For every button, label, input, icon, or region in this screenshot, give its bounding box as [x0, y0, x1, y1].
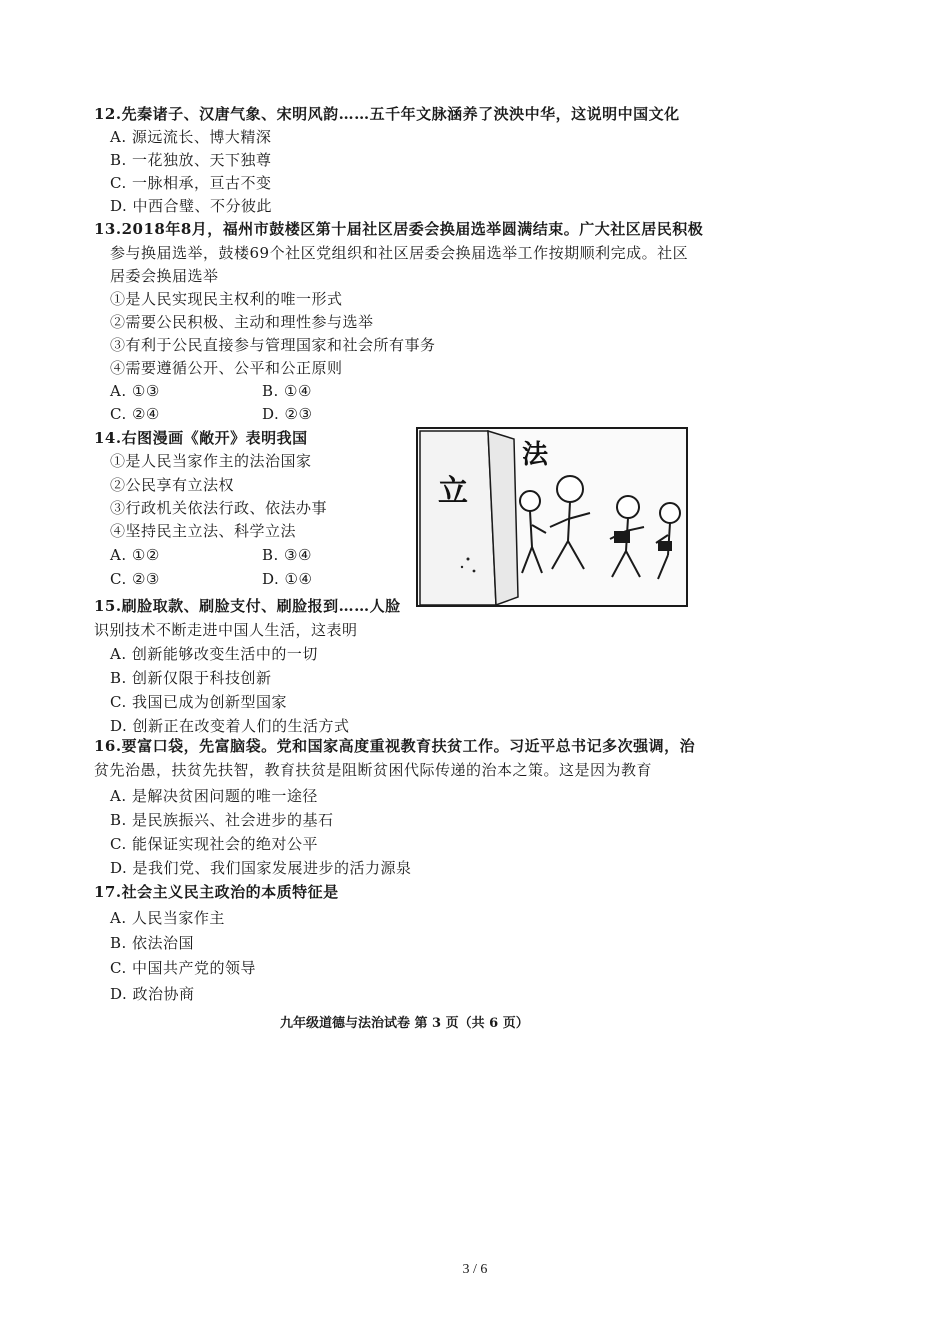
q13-option-b: B. ①④ [262, 382, 312, 400]
exam-page-footer: 九年级道德与法治试卷 第 3 页（共 6 页） [280, 1016, 529, 1031]
q13-option-a: A. ①③ [110, 382, 160, 400]
q15-stem-line2: 识别技术不断走进中国人生活，这表明 [94, 621, 358, 639]
q13-option-c: C. ②④ [110, 405, 160, 423]
q13-option-d: D. ②③ [262, 405, 313, 423]
q17-stem: 17.社会主义民主政治的本质特征是 [94, 883, 339, 901]
q12-option-d: D. 中西合璧、不分彼此 [110, 197, 273, 215]
q14-option-d: D. ①④ [262, 570, 313, 588]
q13-item-3: ③有利于公民直接参与管理国家和社会所有事务 [110, 336, 436, 354]
q13-stem-line3: 居委会换届选举 [110, 267, 219, 285]
q13-stem-line2: 参与换届选举，鼓楼69个社区党组织和社区居委会换届选举工作按期顺利完成。社区 [110, 244, 689, 262]
q15-option-c: C. 我国已成为创新型国家 [110, 693, 287, 711]
q17-option-d: D. 政治协商 [110, 985, 195, 1003]
q16-option-d: D. 是我们党、我们国家发展进步的活力源泉 [110, 859, 412, 877]
q14-item-3: ③行政机关依法行政、依法办事 [110, 499, 328, 517]
q15-option-b: B. 创新仅限于科技创新 [110, 669, 272, 687]
q16-stem-line1: 16.要富口袋，先富脑袋。党和国家高度重视教育扶贫工作。习近平总书记多次强调，治 [94, 737, 696, 755]
q16-option-a: A. 是解决贫困问题的唯一途径 [110, 787, 318, 805]
q16-option-b: B. 是民族振兴、社会进步的基石 [110, 811, 334, 829]
q14-option-b: B. ③④ [262, 546, 312, 564]
q16-option-c: C. 能保证实现社会的绝对公平 [110, 835, 318, 853]
q12-option-b: B. 一花独放、天下独尊 [110, 151, 272, 169]
q17-option-b: B. 依法治国 [110, 934, 195, 952]
q14-item-2: ②公民享有立法权 [110, 476, 235, 494]
cartoon-drawing [418, 429, 686, 605]
q13-stem-line1: 13.2018年8月，福州市鼓楼区第十届社区居委会换届选举圆满结束。广大社区居民积极 [94, 220, 704, 238]
q13-item-2: ②需要公民积极、主动和理性参与选举 [110, 313, 374, 331]
q15-option-d: D. 创新正在改变着人们的生活方式 [110, 717, 350, 735]
q14-stem: 14.右图漫画《敞开》表明我国 [94, 429, 308, 447]
q15-stem-line1: 15.刷脸取款、刷脸支付、刷脸报到……人脸 [94, 597, 401, 615]
page-indicator: 3 / 6 [462, 1262, 488, 1277]
q17-option-a: A. 人民当家作主 [110, 909, 225, 927]
cartoon-char-fa: 法 [522, 440, 549, 470]
q12-option-c: C. 一脉相承，亘古不变 [110, 174, 272, 192]
cartoon-image [416, 427, 688, 607]
q13-item-4: ④需要遵循公开、公平和公正原则 [110, 359, 343, 377]
q13-item-1: ①是人民实现民主权利的唯一形式 [110, 290, 343, 308]
q12-option-a: A. 源远流长、博大精深 [110, 128, 272, 146]
q14-item-1: ①是人民当家作主的法治国家 [110, 452, 312, 470]
q12-stem: 12.先秦诸子、汉唐气象、宋明风韵……五千年文脉涵养了泱泱中华，这说明中国文化 [94, 105, 680, 123]
q15-option-a: A. 创新能够改变生活中的一切 [110, 645, 318, 663]
q14-option-a: A. ①② [110, 546, 160, 564]
q14-item-4: ④坚持民主立法、科学立法 [110, 522, 297, 540]
q14-option-c: C. ②③ [110, 570, 160, 588]
q17-option-c: C. 中国共产党的领导 [110, 959, 256, 977]
cartoon-char-li: 立 [438, 474, 468, 509]
q16-stem-line2: 贫先治愚，扶贫先扶智，教育扶贫是阻断贫困代际传递的治本之策。这是因为教育 [94, 761, 653, 779]
